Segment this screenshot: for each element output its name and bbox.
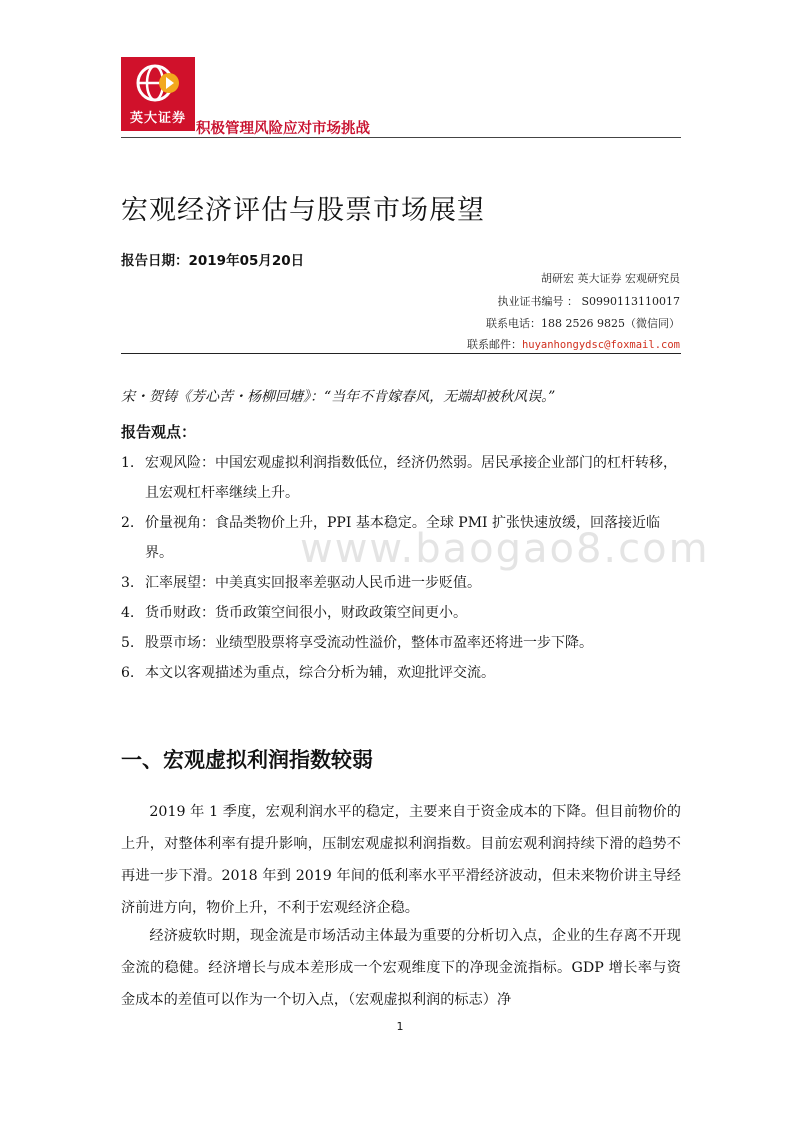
header-slogan: 积极管理风险应对市场挑战 [196, 121, 370, 137]
company-logo [121, 57, 195, 131]
header-divider [121, 137, 681, 138]
item-text: 宏观风险：中国宏观虚拟利润指数低位，经济仍然弱。居民承接企业部门的杠杆转移，且宏观杠杆率继续上升。 [145, 455, 677, 501]
views-heading: 报告观点： [121, 423, 197, 441]
author-email-line [467, 336, 680, 352]
item-text: 货币财政：货币政策空间很小，财政政策空间更小。 [145, 605, 467, 621]
epigraph-quote: 宋・贺铸《芳心苦・杨柳回塘》：“当年不肯嫁春风，无端却被秋风误。” [121, 389, 556, 405]
list-item [121, 628, 681, 658]
watermark: www.baogao8.com [300, 526, 710, 572]
list-item [121, 598, 681, 628]
list-item [121, 448, 681, 508]
author-phone-line: 联系电话：188 2526 9825（微信同） [486, 317, 680, 330]
author-name-line: 胡研宏 英大证券 宏观研究员 [541, 272, 680, 285]
list-item [121, 658, 681, 688]
item-number: 1. [121, 455, 135, 471]
body-paragraph: 经济疲软时期，现金流是市场活动主体最为重要的分析切入点，企业的生存离不开现金流的稳健。经济增长与成本差形成一个宏观维度下的净现金流指标。GDP 增长率与资金成本的差值可以作为一个切入点，（宏观虚拟利润的标志）净 [121, 928, 681, 1008]
item-number: 3. [121, 575, 135, 591]
item-number: 2. [121, 515, 135, 531]
logo-text: 英大证券 [129, 111, 186, 126]
globe-arrow-icon [135, 63, 181, 107]
email-label: 联系邮件： [466, 338, 522, 351]
body-paragraph: 2019 年 1 季度，宏观利润水平的稳定，主要来自于资金成本的下降。但目前物价的上升，对整体利率有提升影响，压制宏观虚拟利润指数。目前宏观利润持续下滑的趋势不再进一步下滑。2018 年到 2019 年间的低利率水平平滑经济波动，但未来物价讲主导经济前进方向，物价上升，不利于宏观经济企稳。 [121, 804, 681, 916]
report-title: 宏观经济评估与股票市场展望 [121, 195, 485, 226]
item-number: 4. [121, 605, 135, 621]
section-heading: 一、宏观虚拟利润指数较弱 [121, 748, 373, 772]
item-number: 6. [121, 665, 135, 681]
page-number: 1 [396, 1020, 404, 1033]
item-number: 5. [121, 635, 135, 651]
list-item [121, 568, 681, 598]
author-divider [121, 353, 681, 354]
email-link[interactable]: huyanhongydsc@foxmail.com [521, 339, 680, 351]
item-text: 汇率展望：中美真实回报率差驱动人民币进一步贬值。 [145, 575, 481, 591]
report-date: 报告日期：2019年05月20日 [121, 253, 305, 269]
item-text: 价量视角：食品类物价上升，PPI 基本稳定。全球 PMI 扩张快速放缓，回落接近临界。 [145, 515, 661, 561]
item-text: 本文以客观描述为重点，综合分析为辅，欢迎批评交流。 [145, 665, 495, 681]
author-license-line: 执业证书编号 ： S0990113110017 [497, 295, 680, 308]
item-text: 股票市场：业绩型股票将享受流动性溢价，整体市盈率还将进一步下降。 [145, 635, 593, 651]
